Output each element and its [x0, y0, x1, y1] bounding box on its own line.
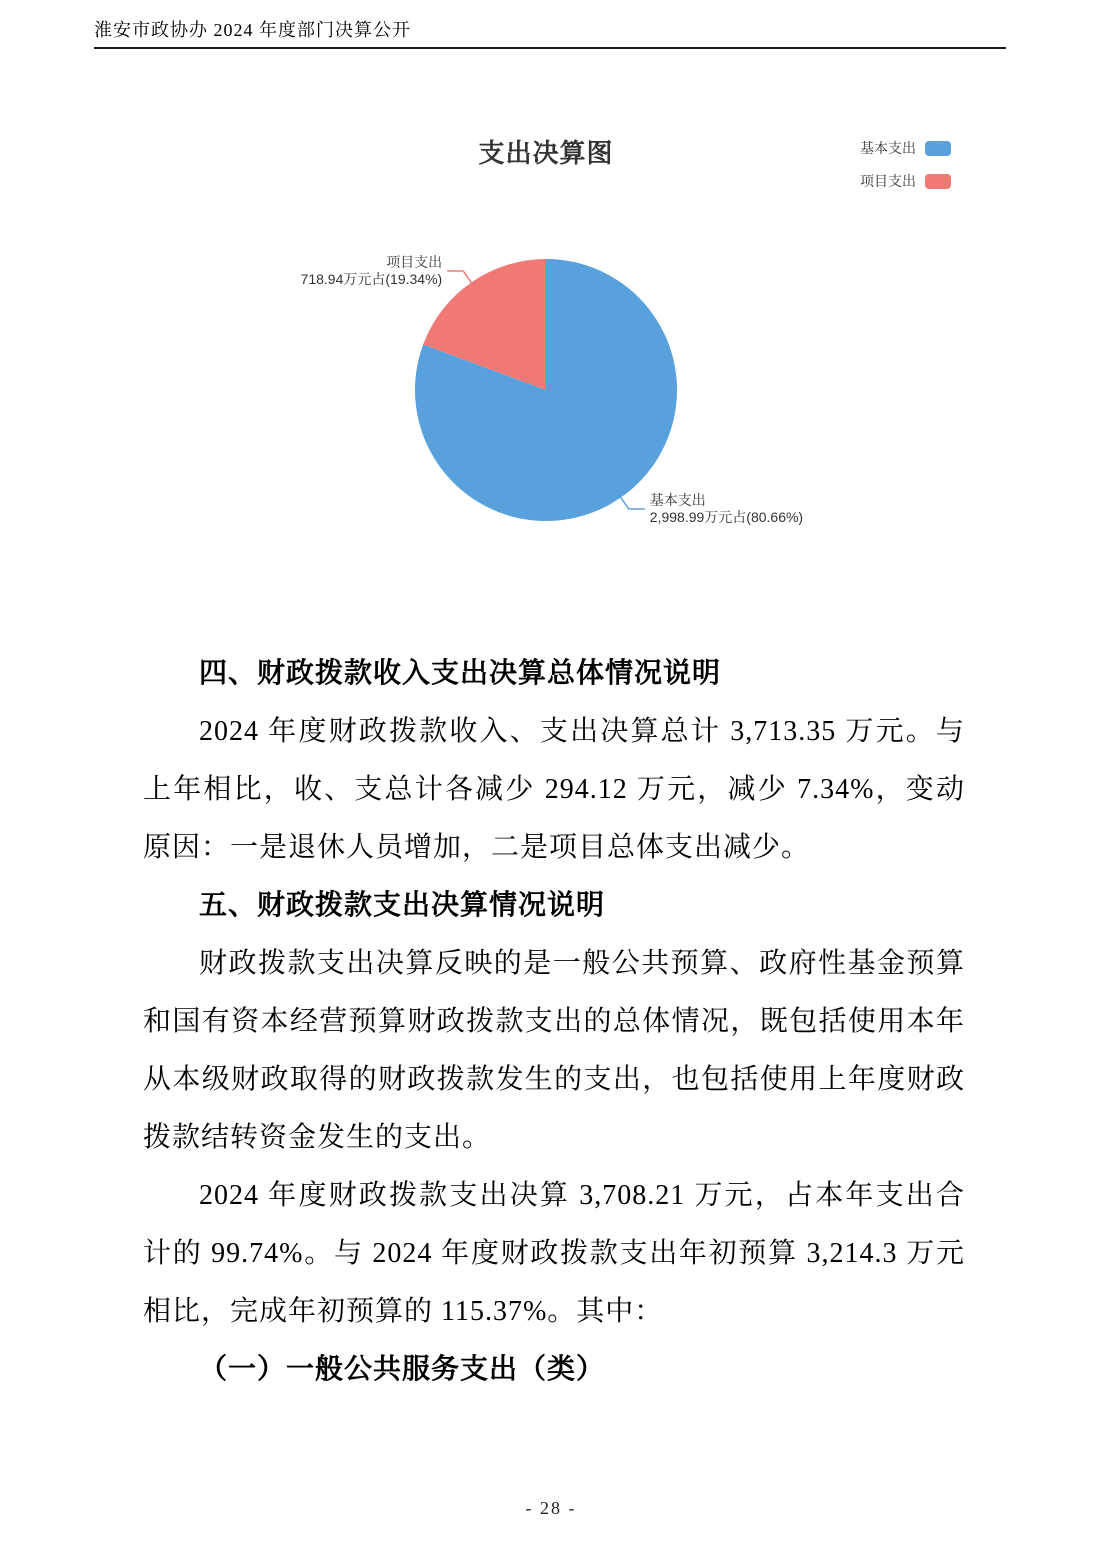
legend-label: 基本支出	[860, 140, 916, 156]
pie-chart-canvas	[270, 240, 850, 540]
legend-item-project[interactable]	[860, 171, 951, 191]
pie-slice-label: 718.94万元占(19.34%)	[300, 271, 443, 287]
legend-swatch	[925, 141, 951, 156]
legend-label: 项目支出	[860, 173, 916, 189]
section-heading: 四、财政拨款收入支出决算总体情况说明	[199, 658, 722, 689]
page-footer	[0, 1498, 1102, 1519]
pie-slice-label: 项目支出	[386, 254, 443, 270]
header-title: 淮安市政协办 2024 年度部门决算公开	[94, 20, 411, 40]
pie-slice-label: 2,998.99万元占(80.66%)	[649, 509, 804, 525]
section-heading: 五、财政拨款支出决算情况说明	[199, 890, 606, 921]
pie-label-leader-line	[447, 271, 472, 284]
paragraph: 财政拨款支出决算反映的是一般公共预算、政府性基金预算和国有资本经营预算财政拨款支出的总体情况，既包括使用本年从本级财政取得的财政拨款发生的支出，也包括使用上年度财政拨款结转资金发生的支出。	[143, 948, 965, 1153]
chart-legend	[860, 138, 951, 191]
paragraph: 2024 年度财政拨款支出决算 3,708.21 万元，占本年支出合计的 99.74%。与 2024 年度财政拨款支出年初预算 3,214.3 万元相比，完成年初预算的 115.37%。其中：	[143, 1180, 965, 1327]
chart-title: 支出决算图	[478, 138, 614, 168]
document-body	[143, 645, 965, 1399]
legend-swatch	[925, 174, 951, 189]
pie-slice-label: 基本支出	[649, 492, 706, 508]
expenditure-pie-chart	[0, 0, 1102, 580]
paragraph: 2024 年度财政拨款收入、支出决算总计 3,713.35 万元。与上年相比，收、支总计各减少 294.12 万元，减少 7.34%，变动原因：一是退休人员增加，二是项目总体支出减少。	[143, 716, 965, 863]
page-number: - 28 -	[525, 1498, 577, 1518]
legend-item-basic[interactable]	[860, 138, 951, 158]
pie-label-leader-line	[620, 496, 645, 509]
section-heading: （一）一般公共服务支出（类）	[199, 1354, 606, 1385]
